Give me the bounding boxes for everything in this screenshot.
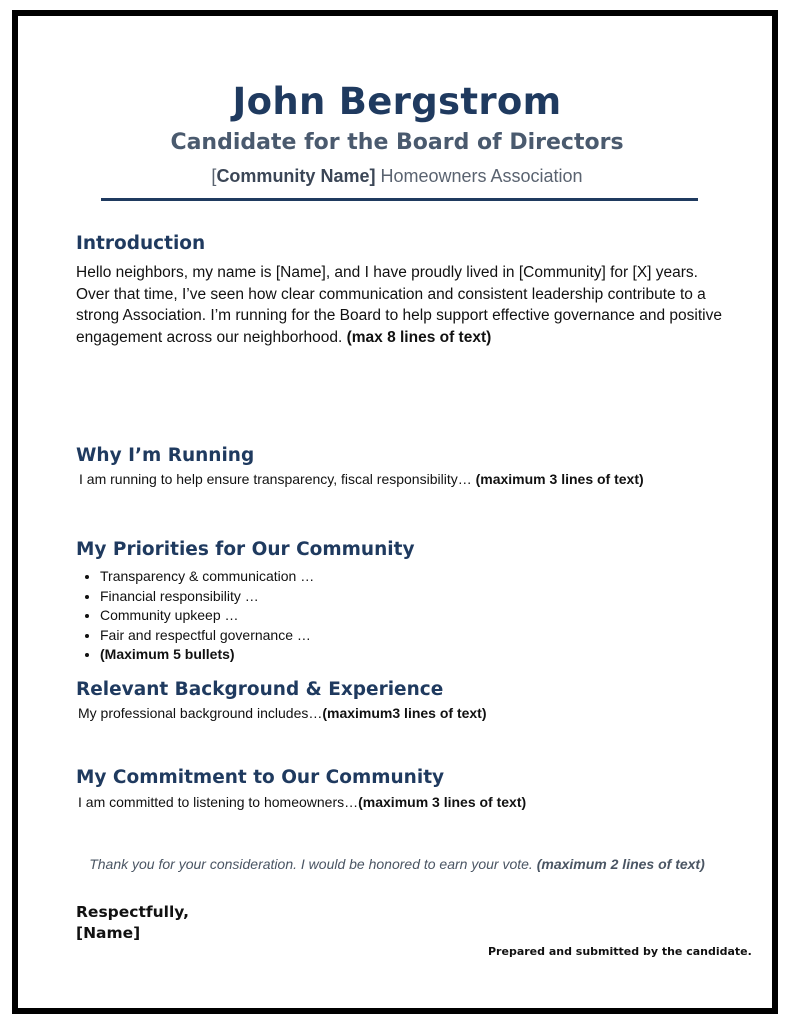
why-running-heading: Why I’m Running bbox=[76, 445, 255, 466]
priority-note-item: • (Maximum 5 bullets) bbox=[100, 645, 314, 665]
priority-item: • Community upkeep … bbox=[100, 606, 314, 626]
thank-you-note: (maximum 2 lines of text) bbox=[536, 856, 705, 872]
introduction-note: (max 8 lines of text) bbox=[346, 328, 492, 346]
prepared-note: Prepared and submitted by the candidate. bbox=[488, 945, 752, 958]
commitment-paragraph bbox=[78, 794, 526, 810]
introduction-paragraph bbox=[76, 262, 726, 348]
priority-item: • Financial responsibility … bbox=[100, 587, 314, 607]
background-heading: Relevant Background & Experience bbox=[76, 679, 444, 700]
priorities-heading: My Priorities for Our Community bbox=[76, 539, 415, 560]
priority-item: • Fair and respectful governance … bbox=[100, 626, 314, 646]
why-running-note: (maximum 3 lines of text) bbox=[475, 471, 644, 487]
candidate-name: John Bergstrom bbox=[232, 80, 562, 123]
signoff-name: [Name] bbox=[76, 924, 141, 942]
background-text: My professional background includes… bbox=[78, 705, 323, 721]
background-paragraph bbox=[78, 705, 487, 721]
introduction-text: Hello neighbors, my name is [Name], and I have proudly lived in [Community] for [X] years. Over that time, I’ve seen how clear communication and consistent leadership contribute to a strong Association. I’m running for the Board to help support effective governance and positive engagement across our neighborhood. bbox=[76, 264, 722, 346]
thank-you-line bbox=[0, 856, 794, 872]
association-line bbox=[0, 166, 794, 187]
commitment-text: I am committed to listening to homeowners… bbox=[78, 794, 359, 810]
signoff-respectfully: Respectfully, bbox=[76, 903, 190, 921]
commitment-heading: My Commitment to Our Community bbox=[76, 767, 445, 788]
candidate-subtitle: Candidate for the Board of Directors bbox=[170, 130, 624, 155]
commitment-note: (maximum 3 lines of text) bbox=[358, 794, 527, 810]
priority-item: • Transparency & communication … bbox=[100, 567, 314, 587]
why-running-paragraph bbox=[79, 471, 644, 487]
priorities-list bbox=[76, 567, 314, 665]
introduction-heading: Introduction bbox=[76, 233, 206, 254]
header-divider bbox=[101, 198, 698, 201]
background-note: (maximum3 lines of text) bbox=[322, 705, 487, 721]
association-community: Community Name] bbox=[216, 166, 376, 186]
association-suffix: Homeowners Association bbox=[375, 166, 583, 186]
why-running-text: I am running to help ensure transparency, fiscal responsibility… bbox=[79, 471, 476, 487]
thank-you-text: Thank you for your consideration. I would be honored to earn your vote. bbox=[89, 856, 537, 872]
association-prefix: [ bbox=[211, 166, 217, 186]
